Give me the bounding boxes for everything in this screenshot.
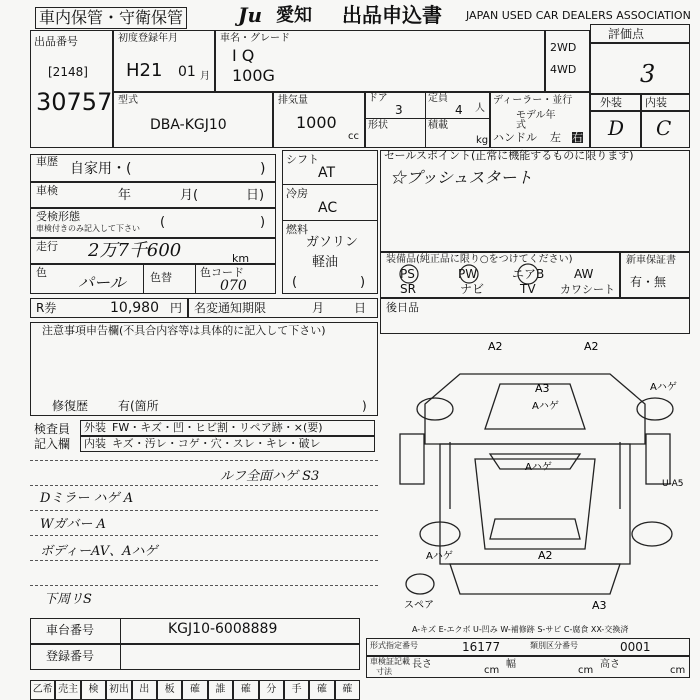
recycle-unit: 円: [170, 301, 183, 315]
car-outline-bottom: [450, 564, 620, 594]
drive-box: [545, 30, 590, 92]
footer-stamp-cell: 初出: [106, 680, 131, 700]
recycle-label: R券: [36, 301, 57, 315]
color-label: 色: [36, 266, 47, 279]
height-unit: cm: [670, 665, 686, 676]
designation-label-1: 形式指定番号: [370, 641, 418, 650]
equipment-pw: PW: [458, 267, 478, 281]
displacement-unit: cc: [348, 131, 359, 142]
acceptance-sub: 車検付きのみ記入して下さい: [36, 224, 140, 233]
designation-value-2: 0001: [620, 640, 651, 654]
cooler-label: 冷房: [286, 187, 308, 200]
rear-right-wheel: [632, 522, 672, 546]
lot-sub-number: [2148]: [48, 65, 88, 79]
repair-label: 修復歴: [52, 399, 89, 413]
footer-stamp-cell: 確: [233, 680, 258, 700]
footer-stamp-cell: 確: [335, 680, 360, 700]
rename-day: 日: [354, 301, 367, 315]
ju-logo: Ju: [238, 3, 263, 27]
capacity-label: 定員: [428, 93, 448, 104]
label-ahage-left: Aハゲ: [426, 551, 453, 562]
circle-pw: [460, 265, 478, 283]
designation-value-1: 16177: [462, 640, 501, 654]
dimensions-label-2: 寸法: [376, 667, 392, 676]
front-left-door: [400, 434, 424, 484]
handle-value: 左: [550, 131, 561, 144]
first-reg-month: 01: [178, 64, 196, 80]
label-a2-bottom: A2: [538, 549, 553, 562]
height-label: 高さ: [600, 659, 620, 670]
handle-mark: 右: [572, 131, 583, 144]
lot-number: 30757: [36, 88, 113, 116]
rear-glass: [490, 519, 580, 539]
length-label: 長さ: [412, 659, 432, 670]
mileage-unit: km: [232, 252, 250, 265]
acceptance-open: (: [160, 215, 166, 230]
label-a2-left: A2: [488, 340, 503, 353]
label-ahage-roof: Aハゲ: [532, 401, 559, 412]
fuel-close: ): [360, 275, 366, 290]
color-code-label: 色コード: [200, 266, 244, 279]
selling-points-text: ☆プッシュスタート: [390, 168, 533, 187]
drive-2wd: 2WD: [550, 41, 577, 54]
logo-place: 愛知: [276, 5, 312, 26]
first-reg-year: H21: [126, 60, 163, 81]
width-unit: cm: [578, 665, 594, 676]
load-label: 積載: [428, 120, 448, 131]
inspection-month: 月(: [180, 188, 199, 203]
label-a3-bottom: A3: [592, 599, 607, 612]
fuel-label: 燃料: [286, 223, 308, 236]
shift-value: AT: [318, 165, 336, 181]
color-value: パール: [78, 273, 126, 292]
equipment-sr: SR: [400, 282, 416, 296]
label-a2-right: A2: [584, 340, 599, 353]
equipment-ps: PS: [400, 267, 415, 281]
selling-points-label: セールスポイント(正常に機能するものに限ります): [384, 149, 634, 162]
equipment-aw: AW: [574, 267, 594, 281]
inspection-year: 年: [118, 188, 132, 203]
car-name: I Q: [232, 46, 255, 65]
interior-grade: C: [656, 116, 672, 140]
inspection-label: 車検: [36, 184, 58, 197]
equipment-navi: ナビ: [460, 282, 485, 296]
equipment-label: 装備品(純正品に限り○をつけてください): [386, 254, 573, 265]
footer-stamp-cell: 板: [157, 680, 182, 700]
exterior-label: 外装: [600, 96, 622, 109]
note-line-5: 下周リS: [44, 592, 92, 607]
acceptance-close: ): [260, 215, 266, 230]
inspection-day: 日): [246, 188, 265, 203]
front-left-wheel: [417, 398, 453, 420]
circle-airbag: [518, 264, 538, 284]
fuel-light: 軽油: [312, 255, 339, 270]
footer-stamp-cell: 誰: [208, 680, 233, 700]
rename-label: 名変通知期限: [194, 301, 267, 315]
inspector-int-label: 内装: [84, 437, 106, 450]
label-ahage-mirror: Aハゲ: [650, 382, 677, 393]
label-ahage-rear: Aハゲ: [525, 462, 552, 473]
first-reg-label: 初度登録年月: [118, 33, 178, 44]
color-code-value: 070: [220, 278, 247, 294]
footer-stamp-cell: 確: [309, 680, 334, 700]
acceptance-label: 受検形態: [36, 210, 80, 223]
capacity-unit: 人: [475, 103, 485, 114]
load-unit: kg: [476, 135, 489, 146]
footer-stamp-cell: 確: [182, 680, 207, 700]
car-name-label: 車名・グレード: [220, 33, 290, 44]
label-u-a5: U-A5: [662, 479, 684, 489]
evaluation-score: 3: [640, 60, 656, 88]
length-unit: cm: [484, 665, 500, 676]
post-reg-label: 後日品: [386, 301, 419, 314]
designation-label-2: 類別区分番号: [530, 641, 578, 650]
footer-stamp-row: [30, 680, 360, 700]
front-right-door: [646, 434, 670, 484]
guarantee-value: 有・無: [630, 275, 667, 289]
inspector-label-1: 検査員: [34, 422, 71, 436]
footer-stamp-cell: 乙希: [30, 680, 55, 700]
type-value: DBA-KGJ10: [150, 117, 227, 133]
footer-stamp-cell: 売主: [55, 680, 80, 700]
usage-close: ): [260, 161, 266, 177]
doors-value: 3: [395, 103, 403, 117]
chassis-label: 車台番号: [46, 623, 95, 637]
cooler-value: AC: [318, 200, 338, 216]
dealer-label: ディーラー・並行: [493, 95, 573, 106]
usage-label: 車歴: [36, 155, 58, 168]
circle-ps: [400, 265, 418, 283]
type-label: 型式: [118, 95, 138, 106]
shift-label: シフト: [286, 153, 319, 166]
inspector-label-2: 記入欄: [34, 437, 71, 451]
evaluation-label: 評価点: [608, 27, 645, 41]
inspection-box: [30, 182, 276, 208]
storage-stamp: 車内保管・守衛保管: [35, 7, 187, 29]
label-a3-roof: A3: [535, 382, 550, 395]
inspector-int-items: キズ・汚レ・コゲ・穴・スレ・キレ・破レ: [112, 437, 321, 450]
shape-label: 形状: [368, 120, 388, 131]
note-line-4: ボディーAV、Aハゲ: [40, 544, 158, 559]
equipment-tv: TV: [520, 282, 536, 296]
first-reg-month-unit: 月: [200, 71, 210, 82]
width-label: 幅: [506, 659, 516, 670]
doors-label: ドア: [368, 93, 388, 104]
dimensions-label: 車検証記載: [370, 657, 410, 666]
selling-points-box: [380, 150, 690, 252]
model-year-label: モデル年式: [516, 110, 556, 131]
spare-wheel: [406, 574, 434, 594]
footer-stamp-cell: 出: [132, 680, 157, 700]
damage-diagram: [380, 334, 690, 624]
mileage-label: 走行: [36, 240, 58, 253]
handle-label: ハンドル: [493, 131, 537, 144]
guarantee-label: 新車保証書: [626, 255, 676, 266]
association-name: JAPAN USED CAR DEALERS ASSOCIATION: [466, 9, 691, 22]
interior-label: 内装: [645, 96, 667, 109]
registration-number-label: 登録番号: [46, 649, 95, 663]
car-grade: 100G: [232, 66, 275, 85]
equipment-circles: [380, 252, 620, 298]
note-line-1: ルフ全面ハゲ S3: [220, 469, 320, 484]
rename-month: 月: [312, 301, 325, 315]
post-reg-box: [380, 298, 690, 334]
equipment-leather: カワシート: [560, 283, 615, 296]
fuel-open: (: [292, 275, 298, 290]
recycle-value: 10,980: [110, 300, 159, 316]
equipment-airbag: エアB: [512, 267, 545, 281]
displacement-value: 1000: [296, 113, 337, 132]
usage-box: [30, 154, 276, 182]
inspector-ext-items: FW・キズ・凹・ヒビ割・リペア跡・×(要): [112, 421, 323, 434]
inspector-ext-label: 外装: [84, 421, 106, 434]
damage-legend: A-キズ E-エクボ U-凹み W-補修跡 S-サビ C-腐食 XX-交換済: [412, 625, 629, 634]
spare-label: スペア: [404, 600, 434, 611]
capacity-value: 4: [455, 103, 463, 117]
fuel-gas: ガソリン: [306, 235, 359, 250]
footer-stamp-cell: 分: [259, 680, 284, 700]
displacement-label: 排気量: [278, 95, 308, 106]
footer-stamp-cell: 検: [81, 680, 106, 700]
exterior-grade: D: [608, 116, 625, 140]
note-line-3: Wガバー A: [40, 517, 106, 532]
note-line-2: Dミラー ハゲ A: [40, 491, 134, 506]
form-title: 出品申込書: [342, 3, 442, 27]
repair-close: ): [362, 399, 367, 413]
repair-value: 有(箇所: [118, 399, 159, 413]
footer-stamp-cell: 手: [284, 680, 309, 700]
front-right-wheel: [637, 398, 673, 420]
notes-label: 注意事項申告欄(不具合内容等は具体的に記入して下さい): [42, 324, 326, 337]
drive-4wd: 4WD: [550, 63, 577, 76]
color-change-label: 色替: [150, 271, 172, 284]
usage-value: 自家用・(: [70, 161, 132, 177]
chassis-value: KGJ10-6008889: [168, 621, 278, 637]
lot-label: 出品番号: [34, 35, 78, 48]
mileage-value: 2万7千600: [88, 240, 182, 261]
